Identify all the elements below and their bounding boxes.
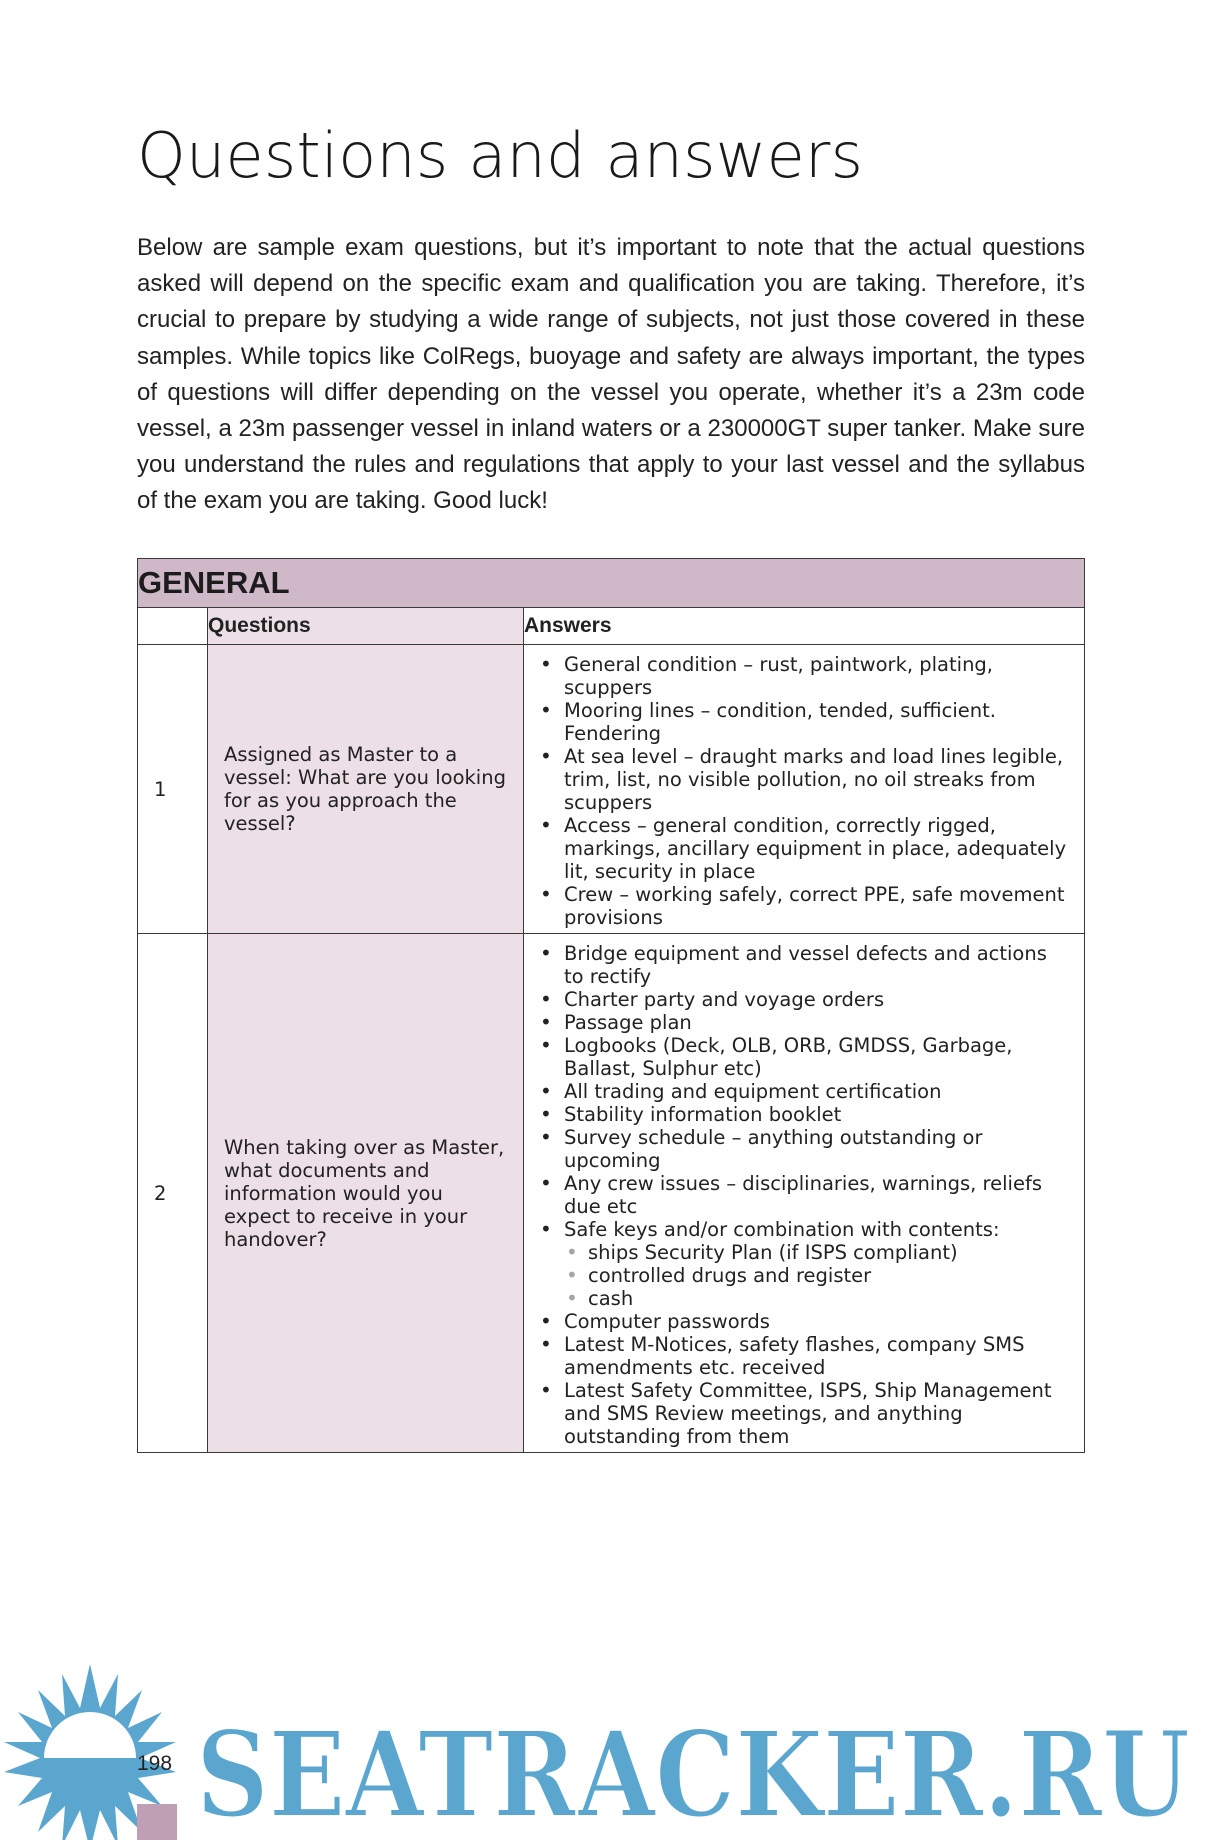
page-title: Questions and answers bbox=[137, 119, 864, 192]
answer-item-with-sublist bbox=[538, 1218, 1072, 1310]
answer-list bbox=[538, 653, 1072, 929]
answer-item: • Passage plan bbox=[538, 1011, 1072, 1034]
question-text: Assigned as Master to a vessel: What are you looking for as you approach the vessel? bbox=[208, 645, 524, 934]
answer-cell bbox=[524, 645, 1085, 934]
answer-item-text: Safe keys and/or combination with contents: bbox=[564, 1218, 1000, 1241]
sub-item: • controlled drugs and register bbox=[564, 1264, 1072, 1287]
answer-item: • Crew – working safely, correct PPE, safe movement provisions bbox=[538, 883, 1072, 929]
section-header-row bbox=[138, 559, 1085, 608]
page-number: 198 bbox=[137, 1752, 173, 1775]
number-column-header bbox=[138, 608, 208, 645]
table-row bbox=[138, 645, 1085, 934]
answer-list bbox=[538, 942, 1072, 1448]
intro-paragraph: Below are sample exam questions, but it’s important to note that the actual questions asked will depend on the specific exam and qualification you are taking. Therefore, it’s crucial to prepare by studying a wide range of subjects, not just those covered in these samples. While topics like ColRegs, buoyage and safety are always important, the types of questions will differ depending on the vessel you operate, whether it’s a 23m code vessel, a 23m passenger vessel in inland waters or a 230000GT super tanker. Make sure you understand the rules and regulations that apply to your last vessel and the syllabus of the exam you are taking. Good luck! bbox=[137, 234, 1085, 515]
answer-item: • At sea level – draught marks and load lines legible, trim, list, no visible pollution, no oil streaks from scuppers bbox=[538, 745, 1072, 814]
table-row bbox=[138, 934, 1085, 1453]
answer-item: • Any crew issues – disciplinaries, warnings, reliefs due etc bbox=[538, 1172, 1072, 1218]
answer-item: • Access – general condition, correctly rigged, markings, ancillary equipment in place, adequately lit, security in place bbox=[538, 814, 1072, 883]
answer-item: • Latest M-Notices, safety flashes, company SMS amendments etc. received bbox=[538, 1333, 1072, 1379]
questions-column-header: Questions bbox=[208, 608, 524, 645]
answer-item: • Stability information booklet bbox=[538, 1103, 1072, 1126]
column-header-row bbox=[138, 608, 1085, 645]
answer-item: • Survey schedule – anything outstanding or upcoming bbox=[538, 1126, 1072, 1172]
question-text: When taking over as Master, what documents and information would you expect to receive in your handover? bbox=[208, 934, 524, 1453]
seatracker-watermark bbox=[0, 1660, 1220, 1840]
question-number: 2 bbox=[138, 934, 208, 1453]
question-number: 1 bbox=[138, 645, 208, 934]
answer-item: • General condition – rust, paintwork, plating, scuppers bbox=[538, 653, 1072, 699]
answer-item: • Latest Safety Committee, ISPS, Ship Management and SMS Review meetings, and anything outstanding from them bbox=[538, 1379, 1072, 1448]
sub-item: • ships Security Plan (if ISPS compliant) bbox=[564, 1241, 1072, 1264]
answer-item: • Computer passwords bbox=[538, 1310, 1072, 1333]
general-qa-table bbox=[137, 558, 1085, 1453]
answer-cell bbox=[524, 934, 1085, 1453]
safe-contents-list bbox=[564, 1241, 1072, 1310]
watermark-text: SEATRACKER.RU bbox=[196, 1705, 1190, 1840]
answer-item: • Charter party and voyage orders bbox=[538, 988, 1072, 1011]
answer-item: • Logbooks (Deck, OLB, ORB, GMDSS, Garbage, Ballast, Sulphur etc) bbox=[538, 1034, 1072, 1080]
answer-item: • All trading and equipment certification bbox=[538, 1080, 1072, 1103]
answer-item: • Bridge equipment and vessel defects and actions to rectify bbox=[538, 942, 1072, 988]
answer-item: • Mooring lines – condition, tended, sufficient. Fendering bbox=[538, 699, 1072, 745]
sub-item: • cash bbox=[564, 1287, 1072, 1310]
answers-column-header: Answers bbox=[524, 608, 1085, 645]
section-title: GENERAL bbox=[138, 559, 1085, 608]
page-tab-marker bbox=[137, 1804, 177, 1840]
